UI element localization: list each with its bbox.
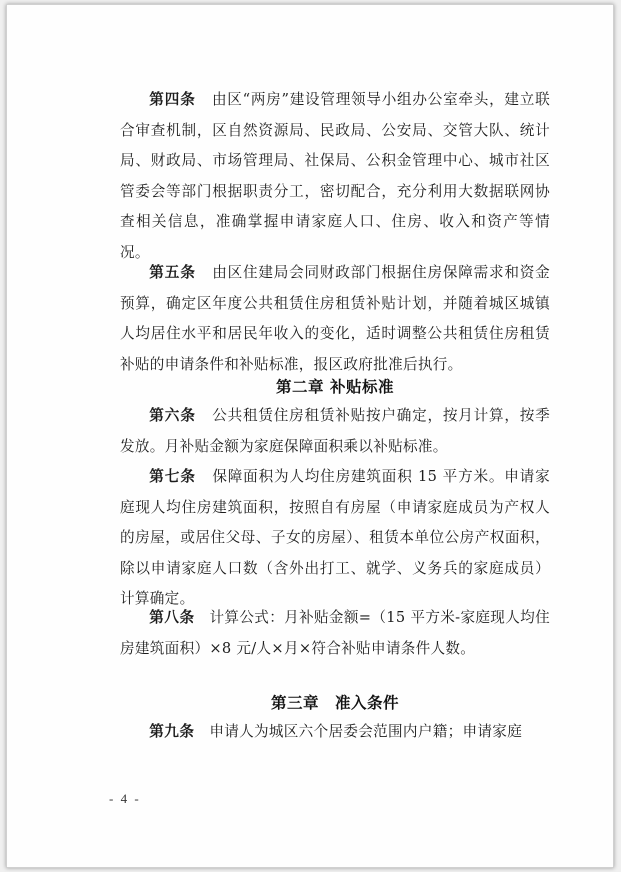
document-page bbox=[6, 4, 614, 868]
article-text: 申请人为城区六个居委会范围内户籍；申请家庭 bbox=[209, 723, 523, 740]
article-7 bbox=[120, 462, 550, 615]
chapter-2-heading: 第二章 补贴标准 bbox=[276, 378, 394, 396]
article-text: 计算公式：月补贴金额=（15 平方米-家庭现人均住房建筑面积）×8 元/人×月×符合补贴申请条件人数。 bbox=[120, 609, 550, 657]
page-number: - 4 - bbox=[109, 791, 141, 806]
article-5 bbox=[120, 258, 550, 380]
article-number: 第六条 bbox=[149, 407, 196, 424]
article-text: 由区住建局会同财政部门根据住房保障需求和资金预算，确定区年度公共租赁住房租赁补贴计划，并随着城区城镇人均居住水平和居民年收入的变化，适时调整公共租赁住房租赁补贴的申请条件和补贴标准，报区政府批准后执行。 bbox=[120, 264, 550, 373]
article-text: 公共租赁住房租赁补贴按户确定，按月计算，按季发放。月补贴金额为家庭保障面积乘以补贴标准。 bbox=[120, 407, 550, 455]
article-8 bbox=[120, 603, 550, 664]
article-6 bbox=[120, 401, 550, 462]
article-number: 第五条 bbox=[149, 264, 196, 281]
article-text: 由区“两房”建设管理领导小组办公室牵头，建立联合审查机制，区自然资源局、民政局、公安局、交管大队、统计局、财政局、市场管理局、社保局、公积金管理中心、城市社区管委会等部门根据职责分工，密切配合，充分利用大数据联网协查相关信息，准确掌握申请家庭人口、住房、收入和资产等情况。 bbox=[120, 91, 550, 261]
article-text: 保障面积为人均住房建筑面积 15 平方米。申请家庭现人均住房建筑面积，按照自有房屋（申请家庭成员为产权人的房屋，或居住父母、子女的房屋）、租赁本单位公房产权面积，除以申请家庭人口数（含外出打工、就学、义务兵的家庭成员）计算确定。 bbox=[120, 468, 550, 607]
chapter-3-heading: 第三章 准入条件 bbox=[270, 694, 399, 712]
article-number: 第八条 bbox=[149, 609, 195, 626]
article-number: 第四条 bbox=[149, 91, 196, 108]
article-4 bbox=[120, 85, 550, 268]
article-number: 第七条 bbox=[149, 468, 196, 485]
article-9 bbox=[120, 717, 550, 748]
article-number: 第九条 bbox=[149, 723, 195, 740]
